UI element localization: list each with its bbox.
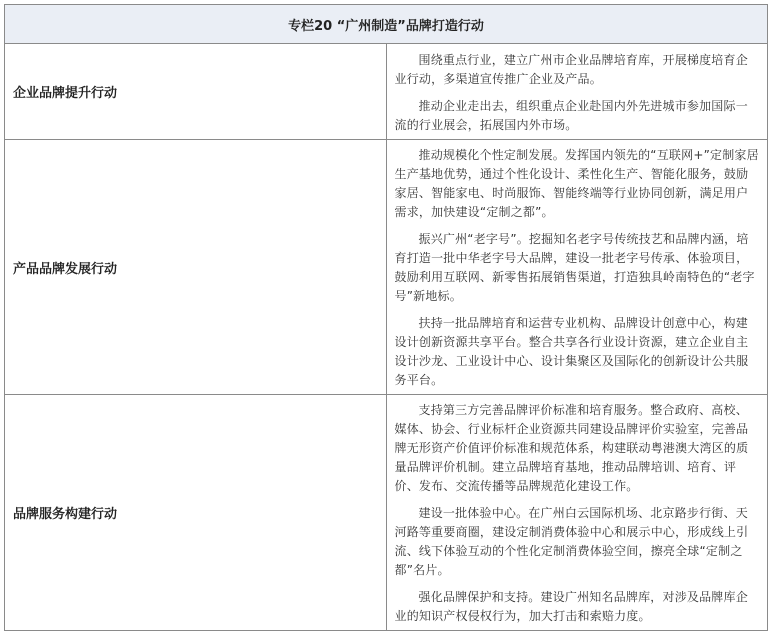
row-content-product-brand (386, 140, 768, 395)
row-content-brand-service (386, 395, 768, 631)
table-row (5, 44, 768, 140)
row-label-product-brand: 产品品牌发展行动 (5, 140, 387, 395)
paragraph: 建设一批体验中心。在广州白云国际机场、北京路步行街、天河路等重要商圈，建设定制消费体验中心和展示中心，形成线上引流、线下体验互动的个性化定制消费体验空间，擦亮全球“定制之都”名片。 (394, 506, 749, 577)
paragraph: 推动企业走出去，组织重点企业赴国内外先进城市参加国际一流的行业展会，拓展国内外市场。 (394, 99, 748, 132)
brand-action-table (4, 4, 768, 631)
row-label-brand-service: 品牌服务构建行动 (5, 395, 387, 631)
row-content-enterprise-brand (386, 44, 768, 140)
row-label-enterprise-brand: 企业品牌提升行动 (5, 44, 387, 140)
paragraph: 推动规模化个性定制发展。发挥国内领先的“互联网+”定制家居生产基地优势，通过个性化设计、柔性化生产、智能化服务，鼓励家居、智能家电、时尚服饰、智能终端等行业协同创新，满足用户需求，加快建设“定制之都”。 (394, 148, 759, 219)
paragraph: 强化品牌保护和支持。建设广州知名品牌库，对涉及品牌库企业的知识产权侵权行为，加大打击和索赔力度。 (394, 590, 748, 623)
table-row (5, 395, 768, 631)
paragraph: 支持第三方完善品牌评价标准和培育服务。整合政府、高校、媒体、协会、行业标杆企业资源共同建设品牌评价实验室，完善品牌无形资产价值评价标准和规范体系，构建联动粤港澳大湾区的质量品牌评价机制。建立品牌培育基地，推动品牌培训、培育、评价、发布、交流传播等品牌规范化建设工作。 (394, 403, 749, 493)
table-header-row (5, 5, 768, 44)
paragraph: 扶持一批品牌培育和运营专业机构、品牌设计创意中心，构建设计创新资源共享平台。整合共享各行业设计资源，建立企业自主设计沙龙、工业设计中心、设计集聚区及国际化的创新设计公共服务平台。 (394, 316, 749, 387)
table-row (5, 140, 768, 395)
table-title: 专栏20 “广州制造”品牌打造行动 (5, 5, 768, 44)
paragraph: 振兴广州“老字号”。挖掘知名老字号传统技艺和品牌内涵，培育打造一批中华老字号大品牌，建设一批老字号传承、体验项目，鼓励利用互联网、新零售拓展销售渠道，打造独具岭南特色的“老字号”新地标。 (394, 232, 755, 303)
paragraph: 围绕重点行业，建立广州市企业品牌培育库，开展梯度培育企业行动，多渠道宣传推广企业及产品。 (394, 53, 748, 86)
